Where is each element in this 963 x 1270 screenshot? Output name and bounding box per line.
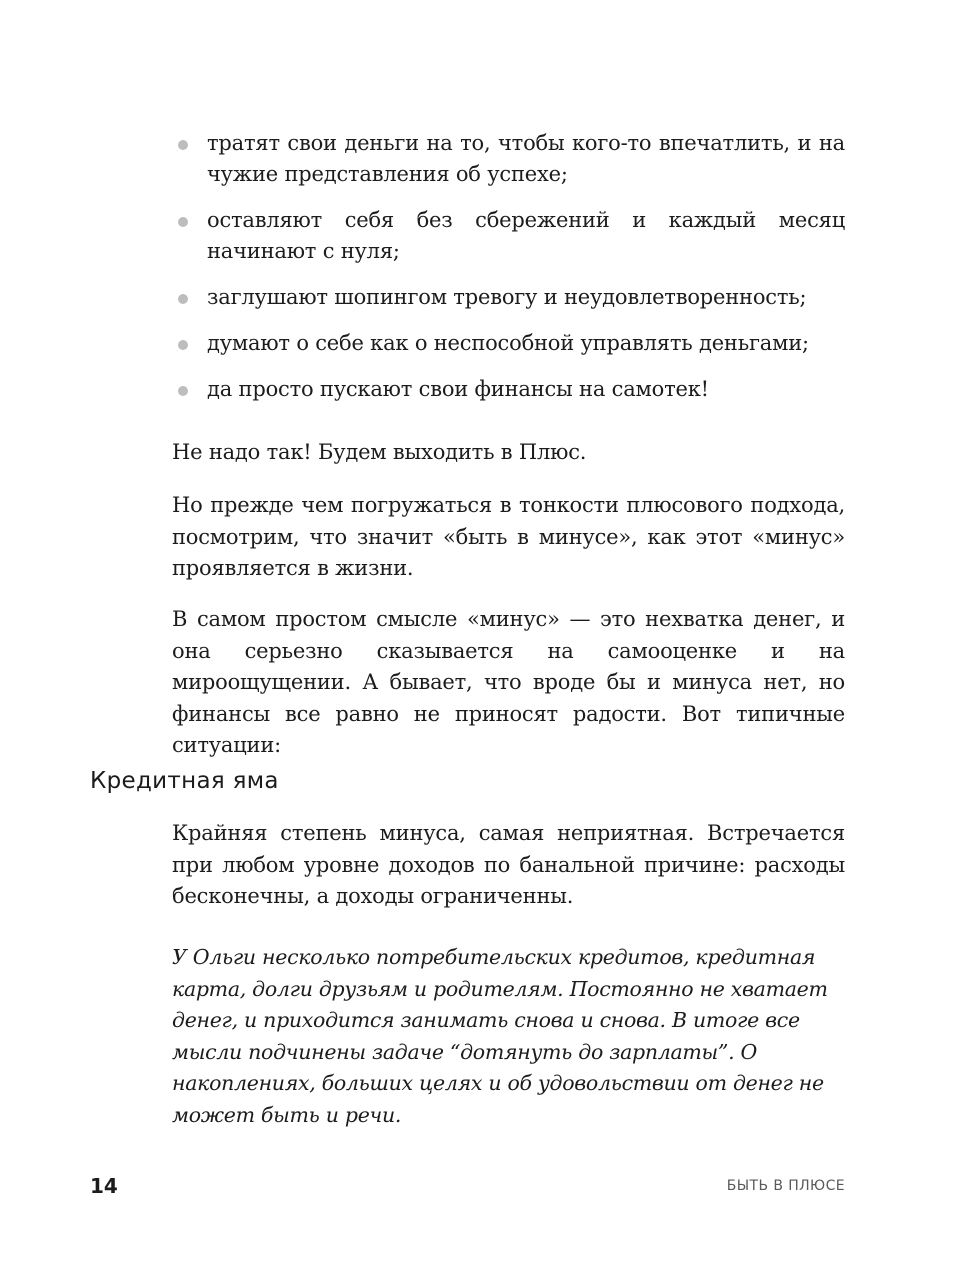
- list-item: да просто пускают свои финансы на самотек!: [172, 374, 845, 405]
- page-number: 14: [90, 1174, 118, 1198]
- list-item: думают о себе как о неспособной управлять деньгами;: [172, 328, 845, 359]
- example-quote: У Ольги несколько потребительских кредитов, кредитная карта, долги друзьям и родителям. Постоянно не хватает денег, и приходится занимать снова и снова. В итоге все мысли подчинены задаче “дотянуть до зарплаты”. О накоплениях, больших целях и об удовольствии от денег не может быть и речи.: [172, 945, 828, 1127]
- bullet-icon: [178, 340, 188, 350]
- list-item: тратят свои деньги на то, чтобы кого-то впечатлить, и на чужие представления об успехе;: [172, 128, 845, 190]
- paragraph: Не надо так! Будем выходить в Плюс.: [172, 440, 587, 464]
- running-title: БЫТЬ В ПЛЮСЕ: [726, 1178, 845, 1194]
- list-item: оставляют себя без сбережений и каждый месяц начинают с нуля;: [172, 205, 845, 267]
- section-heading: Кредитная яма: [90, 768, 279, 794]
- section-paragraph: Крайняя степень минуса, самая неприятная. Встречается при любом уровне доходов по банальной причине: расходы бесконечны, а доходы ограниченны.: [172, 821, 845, 908]
- bullet-icon: [178, 217, 188, 227]
- bullet-icon: [178, 140, 188, 150]
- list-item: заглушают шопингом тревогу и неудовлетворенность;: [172, 282, 845, 313]
- paragraph: В самом простом смысле «минус» — это нехватка денег, и она серьезно сказывается на самооценке и на мироощущении. А бывает, что вроде бы и минуса нет, но финансы все равно не приносят радости. Вот типичные ситуации:: [172, 607, 845, 757]
- bullet-list: [172, 128, 845, 420]
- bullet-icon: [178, 386, 188, 396]
- bullet-icon: [178, 294, 188, 304]
- paragraph: Но прежде чем погружаться в тонкости плюсового подхода, посмотрим, что значит «быть в минусе», как этот «минус» проявляется в жизни.: [172, 493, 845, 580]
